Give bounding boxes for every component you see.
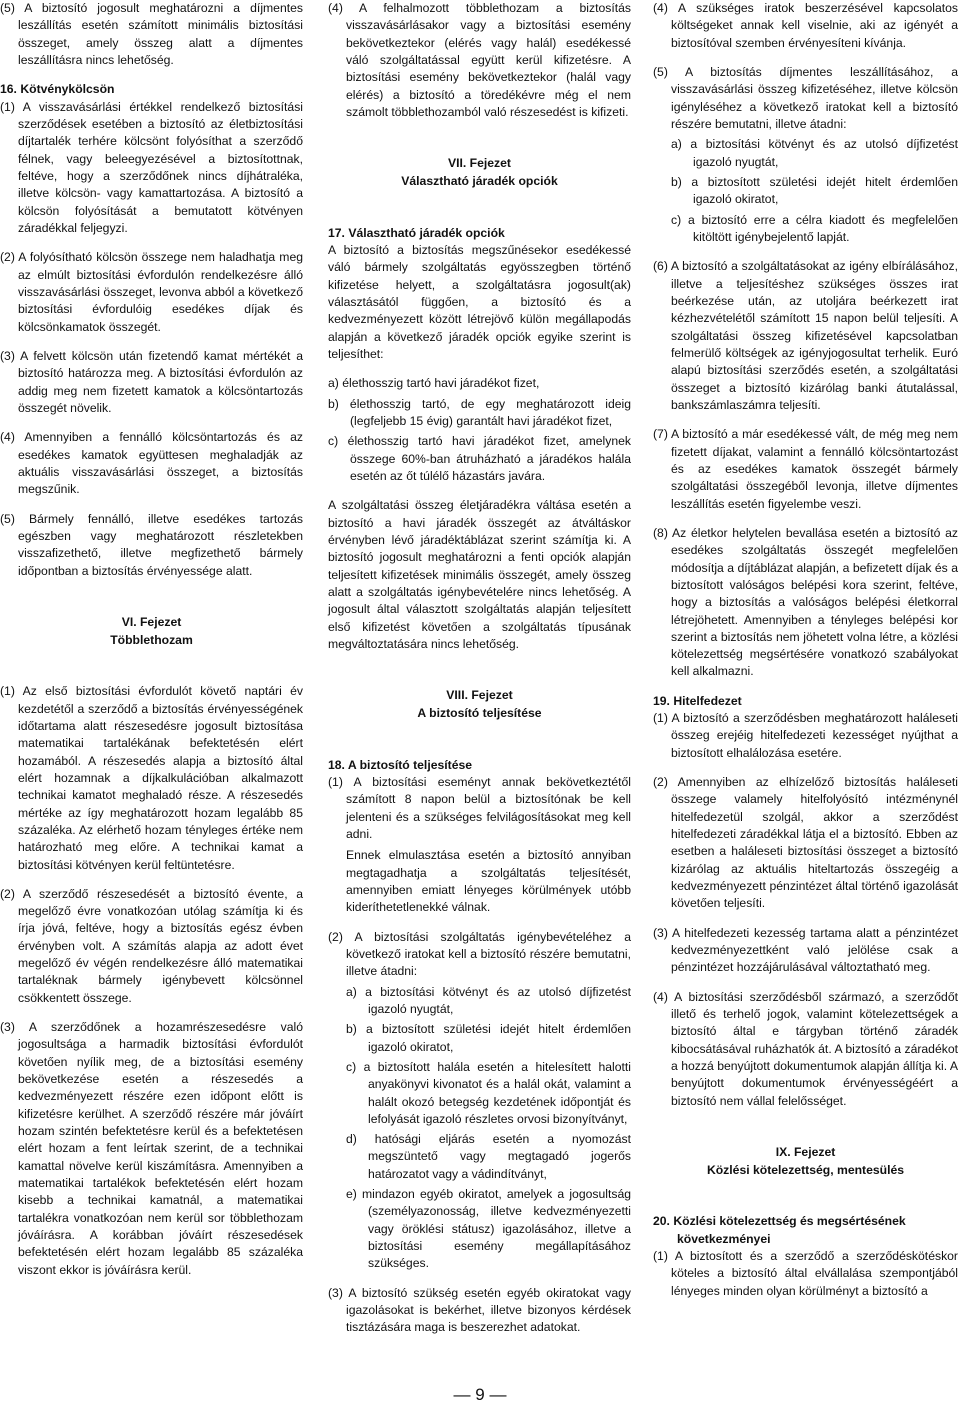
chapter-title: Választható járadék opciók	[401, 173, 558, 188]
heading-line: következményei	[677, 1231, 771, 1246]
paragraph: (1) A biztosítási eseményt annak bekövetkeztétől számított 8 napon belül a biztosítónak be kell jelenteni és a szükséges felvilágosításokat meg kell adni.	[328, 774, 631, 841]
paragraph: (2) A biztosítási szolgáltatás igénybevételéhez a következő iratokat kell a biztosító részére bemutatni, illetve átadni:	[328, 929, 631, 979]
heading-line: 20. Közlési kötelezettség és megsértésének	[653, 1214, 906, 1229]
paragraph: (4) Amennyiben a fennálló kölcsöntartozás és az esedékes kamatok együttesen meghaladják az aktuális visszavásárlási összeget, a biztosítás megszűnik.	[0, 430, 303, 497]
chapter-title: A biztosító teljesítése	[417, 705, 542, 720]
paragraph: (5) A biztosítás díjmentes leszállításához, a visszavásárlási összeg kifizetéséhez, illetve kölcsön igényléséhez a következő iratokat kell a biztosító részére bemutatni, illetve átadni:	[653, 64, 958, 131]
list-item: b) a biztosított születési idejét hitelt érdemlően igazoló okiratot,	[671, 174, 958, 207]
paragraph: (1) Az első biztosítási évfordulót követő naptári év kezdetétől a szerződő a biztosítás érvényességének időtartama alatt részesedésre jogosult biztosítása matematikai tartalékának befektetésén elért hozamából. A részesedés alapja a biztosító által elért hozamnak a díjkalkulációban alkalmazott technikai kamatot meghaladó része. A részesedés mértéke az így meghatározott hozam legalább 85 százaléka. Az elérhető hozam tényleges értéke nem határozható meg előre. A technikai kamat a biztosítási kötvényen kerül feltüntetésre.	[0, 684, 303, 872]
section-heading-20	[653, 1213, 958, 1248]
paragraph: Ennek elmulasztása esetén a biztosító annyiban megtagadhatja a szolgáltatás teljesítését, amennyiben emiatt lényeges körülmények utóbb kideríthetetlenekké válnak.	[346, 848, 631, 915]
option-list	[328, 375, 631, 485]
paragraph: (7) A biztosító a már esedékessé vált, de még meg nem fizetett díjakat, valamint a fennálló kölcsöntartozást és az esedékes kamatok összegét bármely szolgáltatási összegéből levonja, illetve díjmentes leszállítás esetén figyelembe veszi.	[653, 427, 958, 511]
paragraph: (3) A biztosító szükség esetén egyéb okiratokat vagy igazolásokat is bekérhet, illetve bizonyos kérdések tisztázására maga is beszerezhet adatokat.	[328, 1285, 631, 1335]
section-heading-17: 17. Választható járadék opciók	[328, 225, 505, 240]
chapter-title: Közlési kötelezettség, mentesülés	[706, 1162, 905, 1177]
paragraph: (1) A visszavásárlási értékkel rendelkező biztosítási szerződések esetében a biztosító az életbiztosítási díjtartalék terhére kölcsönt folyósíthat a szerződő félnek, vagy beleegyezésével a biztosítottnak, feltéve, hogy a szerződőnek nincs díjhátraléka, illetve kölcsön- vagy kamattartozása. A biztosító a kölcsön folyósítását a bemutatott kötvényen záradékkal feljegyzi.	[0, 99, 303, 235]
page-number: — 9 —	[453, 1385, 507, 1404]
chapter-number: VIII. Fejezet	[446, 688, 513, 703]
paragraph: (5) A biztosító jogosult meghatározni a díjmentes leszállítás esetén számított minimális biztosítási összeget, amely összeg alatt a díjmentes leszállításra nincs lehetőség.	[0, 1, 303, 67]
list-item: c) a biztosított halála esetén a hitelesített halotti anyakönyvi kivonatot és a halál okát, valamint a halált okozó betegség kezdetének időpontját és lefolyását igazoló részletes orvosi bizonyítványt,	[346, 1059, 631, 1126]
list-item: e) mindazon egyéb okiratot, amelyek a jogosultság (személyazonosság, illetve kedvezményezetti vagy öröklési státusz) igazolásához, illetve a biztosítási esemény megállapításához szükséges.	[346, 1187, 631, 1271]
paragraph: (5) Bármely fennálló, illetve esedékes tartozás egészben vagy meghatározott részletekben visszafizethető, illetve megfizethető bármely időpontban a biztosítás érvényessége alatt.	[0, 511, 303, 578]
paragraph: (4) A biztosítási szerződésből származó, a szerződőt illető és terhelő jogok, valamint kötelezettségek a biztosító által e tárgyban történő záradék kibocsátásával ruházhatók át. A biztosító a záradékot a hozzá benyújtott dokumentumok alapján állítja ki. A benyújtott dokumentumok érvényességéért a biztosító nem vállal felelősséget.	[653, 989, 958, 1108]
paragraph: (1) A biztosított és a szerződő a szerződéskötéskor köteles a biztosító által elvállalása szempontjából lényeges minden olyan körülményt a biztosító a	[653, 1249, 958, 1298]
paragraph: (2) A folyósítható kölcsön összege nem haladhatja meg az elmúlt biztosítási évfordulón rendelkezésre álló visszavásárlási összeget, levonva abból a következő biztosítási évfordulóig esedékes díjak és kölcsönkamatok összegét.	[0, 250, 303, 334]
document-list	[328, 984, 631, 1273]
paragraph: (6) A biztosító a szolgáltatásokat az igény elbírálásához, illetve a teljesítéshez szükséges összes irat beérkezése után, az utoljára beérkezett irat kézhezvételétől számított 15 napon belül teljesíti. A szolgáltatási összeg kifizetésével kapcsolatban felmerülő költségek az igényjogosultat terhelik. Euró alapú biztosítási szerződés esetén, a szolgáltatási összeget a biztosító kizárólag banki átutalással, bankszámlaszámra teljesíti.	[653, 259, 958, 412]
paragraph: (2) A szerződő részesedését a biztosító évente, a megelőző évre vonatkozóan utólag számítja ki és írja jóvá, feltéve, hogy a biztosítás egész évben érvényben volt. A számítás alapja az adott évet megelőző év végén rendelkezésre álló matematikai tartaléknak bármely igénybevett kölcsönnel csökkentett összege.	[0, 886, 303, 1005]
list-item: a) élethosszig tartó havi járadékot fizet,	[328, 376, 540, 391]
paragraph: (1) A biztosító a szerződésben meghatározott haláleseti összeg erejéig hitelfedezeti kezességet nyújthat a biztosított elhalálozása esetére.	[653, 711, 958, 760]
paragraph: (4) A szükséges iratok beszerzésével kapcsolatos költségeket annak kell viselnie, aki az igényét a biztosítóval szemben érvényesíteni kívánja.	[653, 1, 958, 50]
paragraph: (8) Az életkor helytelen bevallása esetén a biztosító az esedékes szolgáltatás összegét megfelelően módosítja a díjtáblázat alapján, a befizetett díjak és a biztosított valóságos belépési kora szerint, feltéve, hogy a biztosítás a valóságos belépési életkorral létrejöhetett. Amennyiben a tényleges belépési kor szerint a biztosítás nem jöhetett volna létre, a közlési kötelezettség megsértésére vonatkozó szabályokat kell alkalmazni.	[653, 525, 958, 679]
list-item: a) a biztosítási kötvényt és az utolsó díjfizetést igazoló nyugtát,	[346, 984, 631, 1016]
list-item: b) élethosszig tartó, de egy meghatározott ideig (legfeljebb 15 évig) garantált havi járadékot fizet,	[328, 396, 631, 428]
column-left	[0, 0, 303, 1291]
section-heading-16: 16. Kötvénykölcsön	[0, 82, 115, 97]
paragraph: (3) A hitelfedezeti kezesség tartama alatt a pénzintézet kedvezményezettként való jelölése csak a pénzintézet hozzájárulásával változtatható meg.	[653, 925, 958, 975]
paragraph: (3) A felvett kölcsön után fizetendő kamat mértékét a biztosító határozza meg. A biztosítási évfordulón az addig meg nem fizetett kamatok a kölcsöntartozás összegét növelik.	[0, 348, 303, 415]
list-item: a) a biztosítási kötvényt és az utolsó díjfizetést igazoló nyugtát,	[671, 137, 958, 169]
chapter-number: VII. Fejezet	[448, 156, 511, 171]
column-middle	[328, 0, 631, 1349]
list-item: b) a biztosított születési idejét hitelt érdemlően igazoló okiratot,	[346, 1022, 631, 1054]
paragraph: A biztosító a biztosítás megszűnésekor esedékessé váló bármely szolgáltatás egyösszegben történő kifizetése helyett, a szolgáltatásra jogosult(ak) választásától függően, a biztosító és a kedvezményezett között létrejövő külön megállapodás alapján a következő járadék opciók egyike szerint is teljesíthet:	[328, 243, 631, 361]
paragraph: A szolgáltatási összeg életjáradékra váltása esetén a biztosító a havi járadék összegét az átváltáskor érvényben lévő járadéktáblázat szerint számítja ki. A biztosító jogosult meghatározni a fenti opciók alapján teljesített kifizetések minimális összegét, amely összeg alatt a szolgáltatás igénybevételére nincs lehetőség. A jogosult által választott szolgáltatás alapján teljesített első kifizetést követően a szolgáltatás típusának megváltoztatására nincs lehetőség.	[328, 498, 631, 651]
chapter-heading-6	[0, 614, 303, 649]
paragraph: (2) Amennyiben az elhízelőző biztosítás haláleseti összege valamely hitelfolyósító intézménynél hitelfedezetül szolgál, akkor a szerződést hitelfedezeti záradékkal látja el a biztosító. Ebben az esetben a haláleseti biztosítási összeget a biztosító kizárólag az aktuális hiteltartozás összegéig a kedvezményezett pénzintézet által történő igazolását követően teljesíti.	[653, 775, 958, 911]
paragraph: (3) A szerződőnek a hozamrészesedésre való jogosultsága a harmadik biztosítási évfordulót követően nyílik meg, de a biztosítási esemény bekövetkezése esetén a részesedés a kedvezményezett részére ezen időpont előtt is kifizetésre kerülhet. A szerződő részére már jóváírt hozam szintén befektetésre kerül és a befektetésen elért hozam a fent leírtak szerint, de a technikai kamattal növelve kerül kiszámításra. Amennyiben a matematikai tartalékok befektetésén elért hozam kisebb a technikai kamatnál, a matematikai tartalékra vonatkozóan nem kerül sor többlethozam jóváírásra. A korábban jóváírt részesedések befektetésén elért hozam legalább 85 százaléka viszont ekkor is jóváírásra kerül.	[0, 1020, 303, 1277]
chapter-heading-9	[653, 1144, 958, 1179]
list-item: d) hatósági eljárás esetén a nyomozást megszüntető vagy megtagadó jogerős határozatot vagy a vádindítványt,	[346, 1132, 631, 1181]
chapter-number: VI. Fejezet	[121, 614, 182, 629]
chapter-number: IX. Fejezet	[775, 1145, 836, 1160]
section-heading-18: 18. A biztosító teljesítése	[328, 757, 473, 772]
paragraph: (4) A felhalmozott többlethozam a biztosítás visszavásárlásakor vagy a biztosítási esemény bekövetkeztekor (elérés vagy halál) esedékessé váló szolgáltatással együtt kerül kifizetésre. A biztosítási esemény bekövetkeztekor (halál vagy elérés) a biztosító a töredékévre még el nem számolt többlethozamból való részesedést is kifizeti.	[328, 1, 631, 119]
list-item: c) a biztosító erre a célra kiadott és megfelelően kitöltött igénybejelentő lapját.	[671, 212, 958, 244]
document-list	[653, 136, 958, 246]
list-item: c) élethosszig tartó havi járadékot fizet, amelynek összege 60%-ban átruházható a járadékos halála esetén az őt túlélő házastárs javára.	[328, 434, 631, 483]
chapter-heading-7	[328, 155, 631, 190]
chapter-heading-8	[328, 687, 631, 722]
chapter-title: Többlethozam	[110, 632, 193, 647]
column-right	[653, 0, 958, 1312]
section-heading-19: 19. Hitelfedezet	[653, 693, 742, 708]
